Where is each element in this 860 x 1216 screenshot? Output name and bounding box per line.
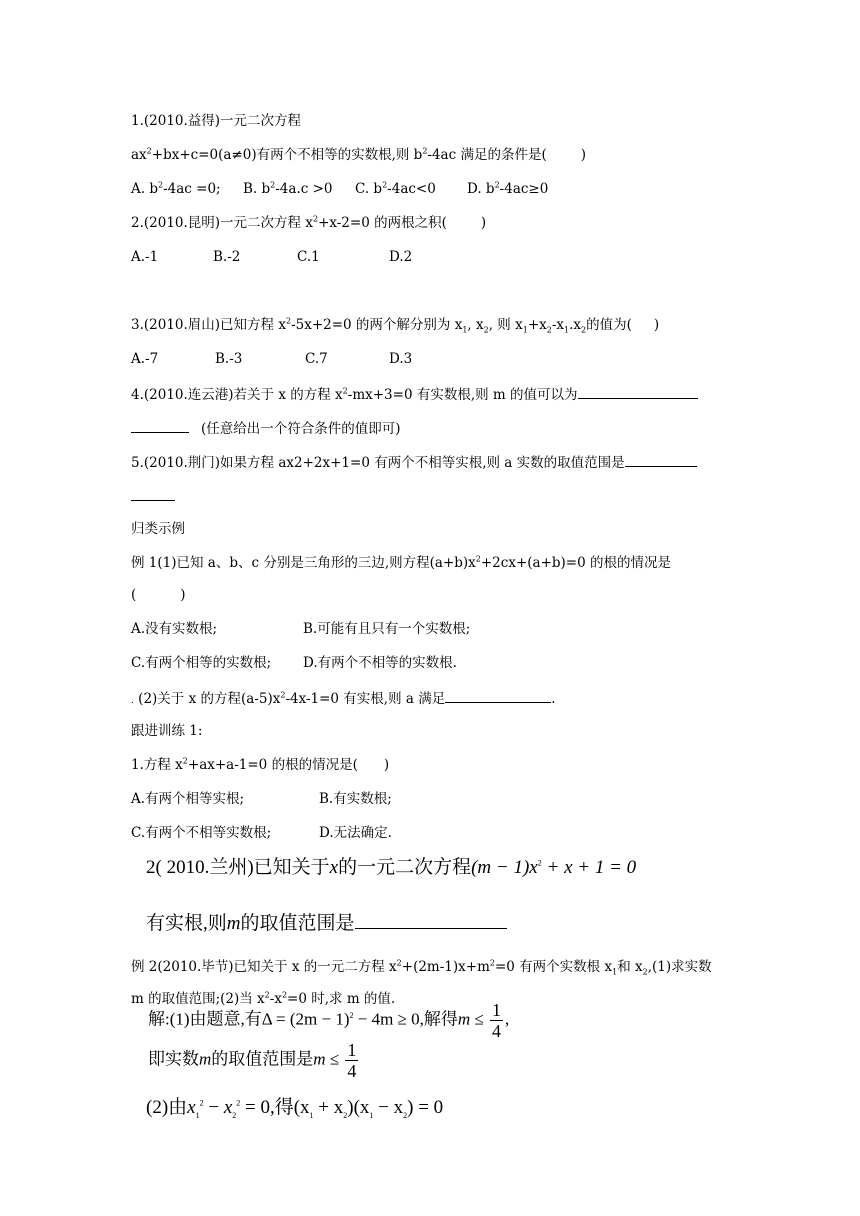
ex1-options-ab: A.没有实数根; B.可能有且只有一个实数根;	[131, 621, 471, 637]
t1-options-ab: A.有两个相等实根; B.有实数根;	[131, 791, 392, 807]
fraction-one-quarter-2: $\frac{1}{4}$	[347, 1040, 357, 1081]
ex1-stem: 例 1(1)已知 a、b、c 分别是三角形的三边,则方程$(a+b)x^2+2cx+(a+b)=0$ 的根的情况是	[131, 554, 671, 571]
q5-blank	[131, 486, 175, 506]
q1-options: A. $b^2-4ac =0$; B. $b^2-4a.c >0$ C. $b^2-4ac<0$ D. $b^2-4ac\ge 0$	[131, 180, 549, 197]
ex1-options-cd: C.有两个相等的实数根; D.有两个不相等的实数根.	[131, 655, 457, 671]
ex2-line1: 例 2(2010.毕节)已知关于 x 的一元二方程 $x^2+(2m-1)x+m^2=0$ 有两个实数根 $x_1$和 $x_2,(1)$求实数	[131, 958, 712, 977]
t2-line2: 有实根,则m的取值范围是	[146, 910, 507, 936]
section-heading-training: 跟进训练 1:	[131, 723, 203, 739]
t1-stem: 1.方程 $x^2+ax+a-1=0$ 的根的情况是( )	[131, 756, 390, 773]
fraction-one-quarter: $\frac{1}{4}$	[492, 1000, 502, 1041]
ex1-part2: . (2)关于 x 的方程$(a-5)x^2-4x-1=0$ 有实根,则 a 满足 .	[131, 688, 556, 710]
q3-options: A.-7 B.-3 C.7 D.3	[131, 351, 413, 367]
q2-options: A.-1 B.-2 C.1 D.2	[131, 249, 413, 265]
q5-stem: 5.(2010.荆门)如果方程 ax2+2x+1=0 有两个不相等实根,则 a 实数的取值范围是	[131, 452, 697, 472]
q2-stem: 2.(2010.昆明)一元二次方程 $x^2+x-2=0$ 的两根之积( )	[131, 214, 487, 231]
t2-line1: 2( 2010.兰州)已知关于x的一元二次方程$(m - 1)x^2 + x + 1 = 0$	[146, 857, 637, 878]
ex2-solution-1: 解:(1)由题意,有$\Delta = (2m - 1)^2 - 4m \ge 0$,解得m ≤ $\frac{1}{4}$ ,	[148, 1000, 510, 1041]
q4-stem: 4.(2010.连云港)若关于 x 的方程 $x^2-mx+3=0$ 有实数根,则 m 的值可以为	[131, 384, 698, 404]
ex2-solution-3: (2)由$x_1^2 - x_2^2 = 0$,得$(x_1 + x_2)(x_1 - x_2) = 0$	[146, 1097, 444, 1120]
t1-options-cd: C.有两个不相等实数根; D.无法确定.	[131, 825, 392, 841]
q1-stem: $ax^2+bx+c=0(a\ne 0)$有两个不相等的实数根,则 $b^2-4ac$ 满足的条件是( )	[131, 146, 587, 163]
ex2-solution-2: 即实数m的取值范围是m ≤ $\frac{1}{4}$	[148, 1040, 357, 1081]
q1-title: 1.(2010.益得)一元二次方程	[131, 113, 302, 129]
ex1-paren: ( )	[131, 587, 186, 603]
q4-note: (任意给出一个符合条件的值即可)	[131, 418, 401, 438]
section-heading-examples: 归类示例	[131, 521, 185, 537]
ex2-line2: m 的取值范围;(2)当 $x^2-x^2=0$ 时,求 m 的值.	[131, 990, 396, 1007]
q3-stem: 3.(2010.眉山)已知方程 $x^2-5x+2=0$ 的两个解分别为 $x_1$, $x_2$, 则 $x_1+x_2-x_1.x_2$的值为( )	[131, 316, 660, 335]
